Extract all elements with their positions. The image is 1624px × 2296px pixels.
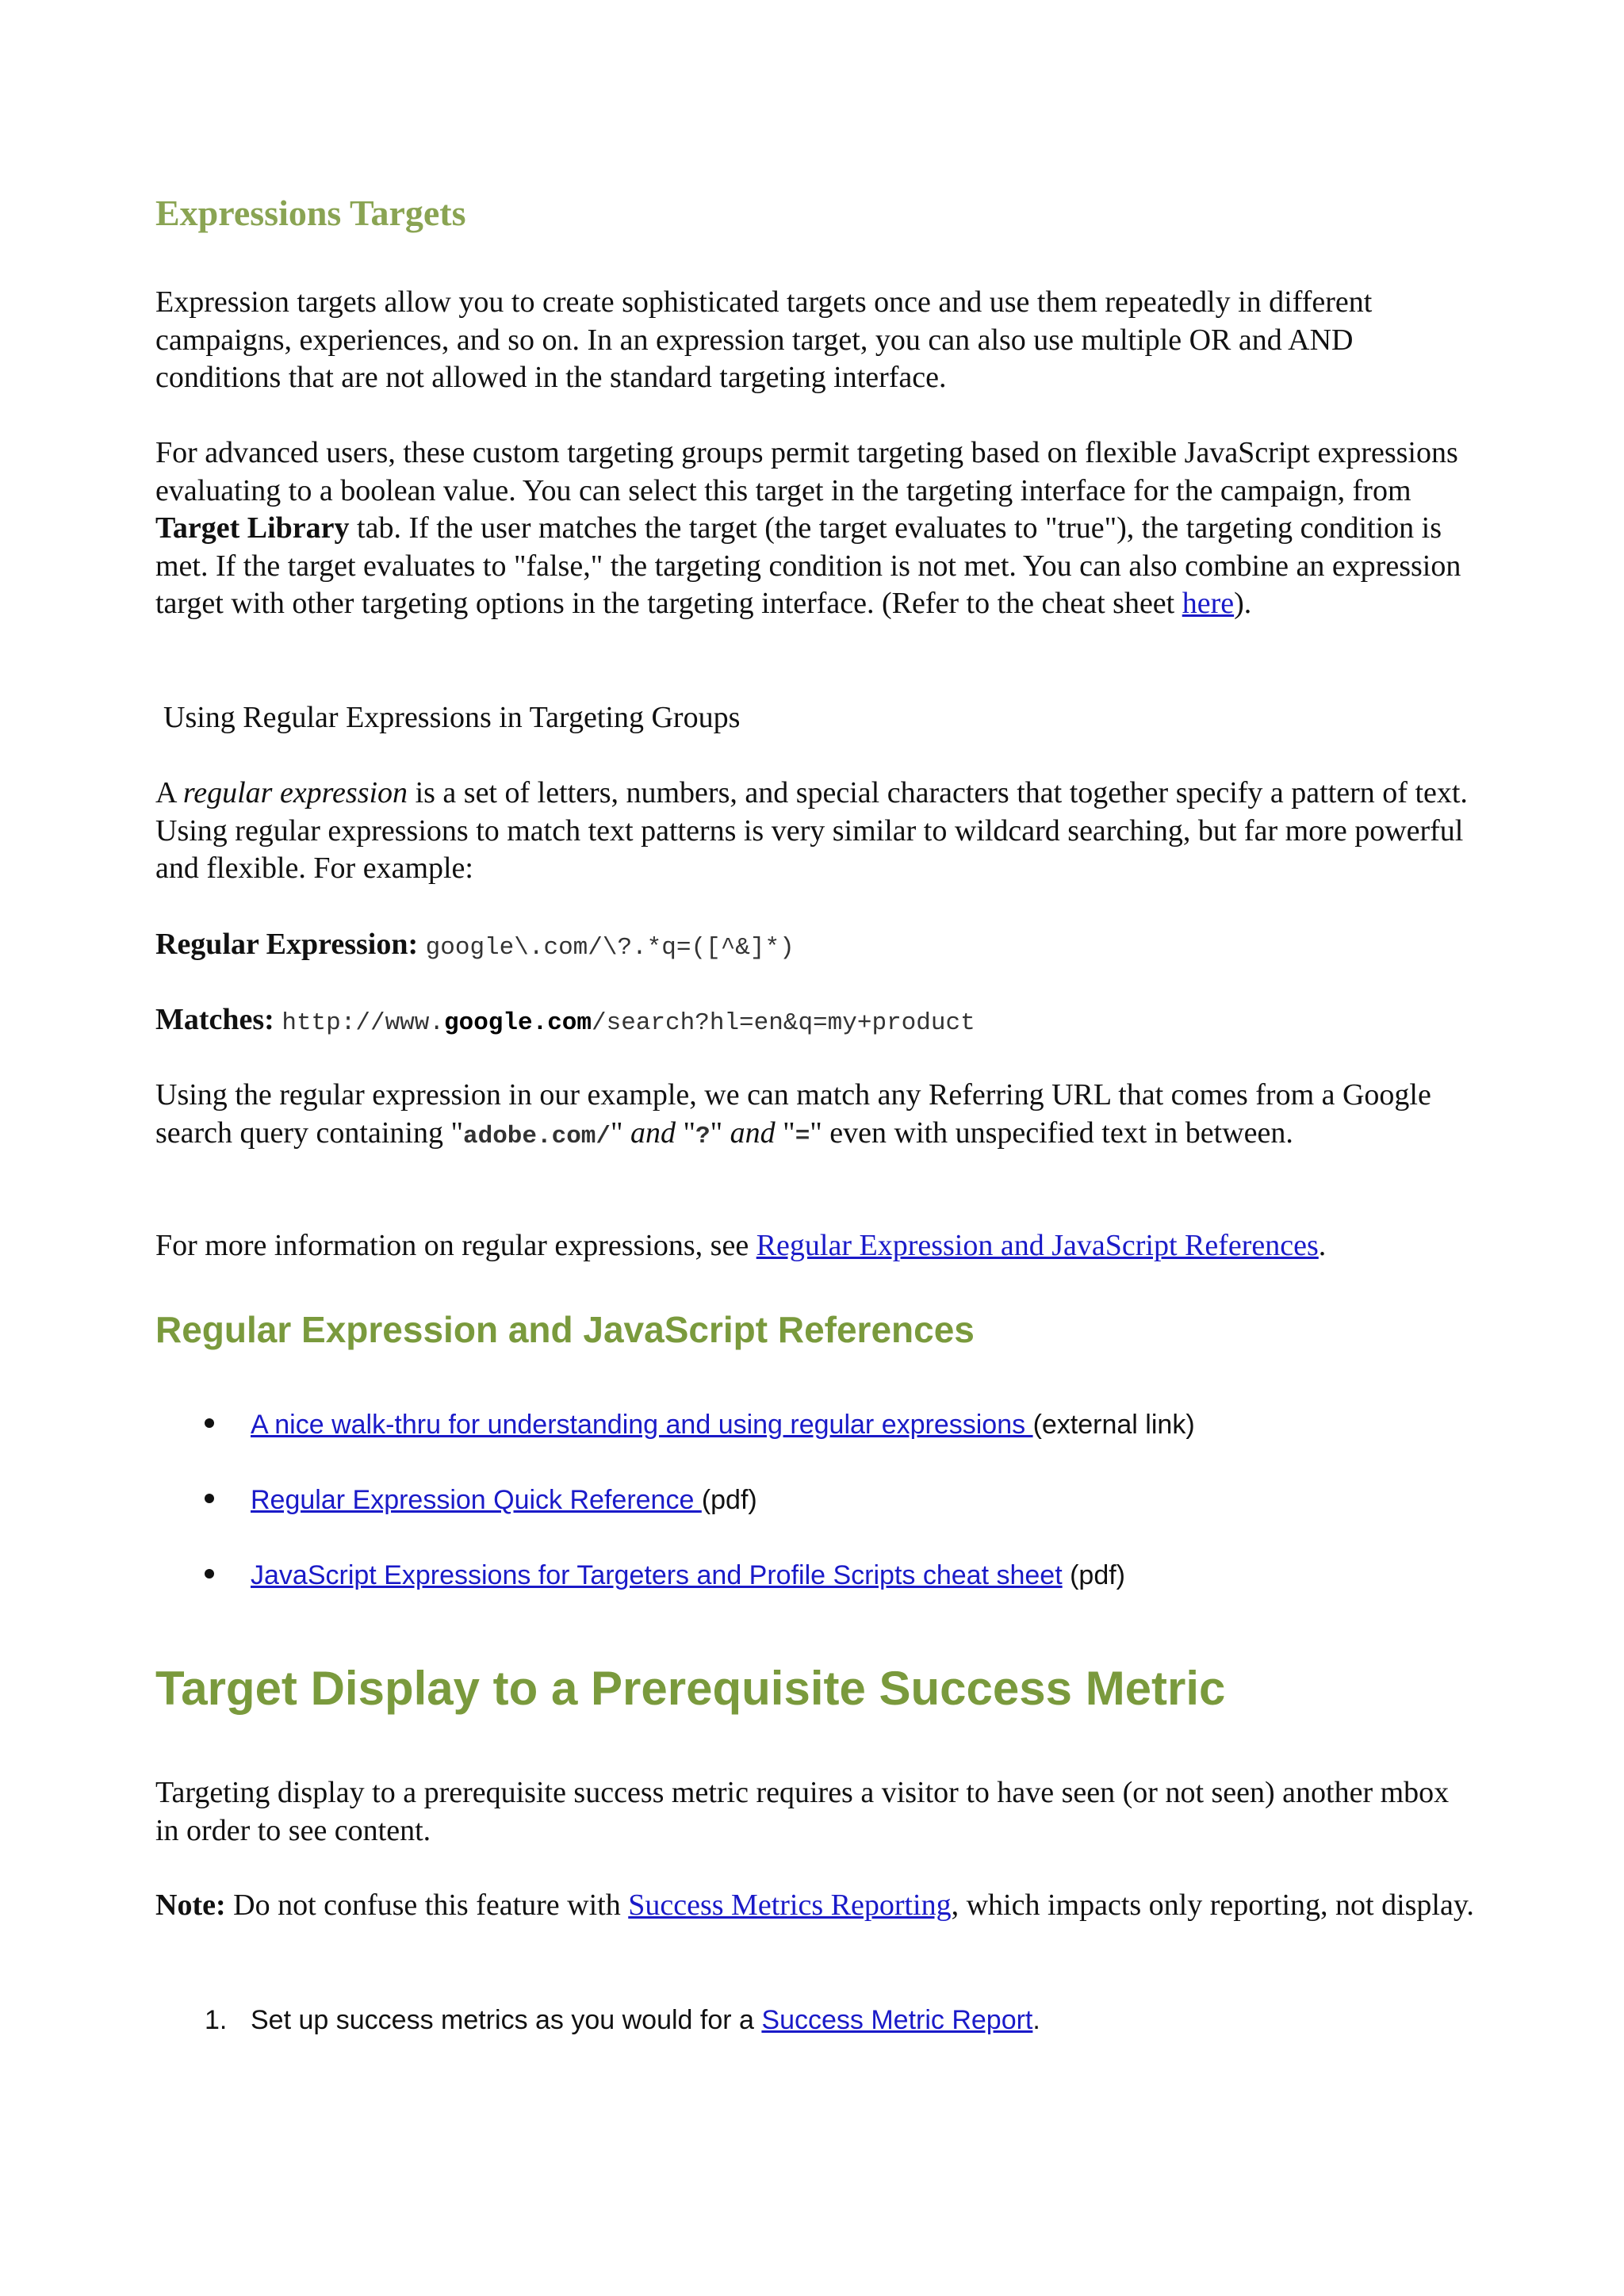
success-metric-report-link[interactable]: Success Metric Report: [761, 2005, 1033, 2035]
matches-example-line: [155, 1001, 1480, 1043]
list-item: [205, 2003, 1040, 2078]
text: and: [630, 1115, 676, 1150]
italic-regular-expression: regular expression: [182, 776, 408, 809]
paragraph-regular-expression-definition: [155, 775, 1480, 888]
matches-code: [282, 1009, 975, 1037]
step-number: 1.: [205, 2005, 228, 2035]
text: and: [730, 1115, 776, 1150]
text: A: [155, 776, 183, 809]
regex-label: Regular Expression:: [155, 928, 419, 961]
regex-example-line: [155, 926, 1480, 967]
text: http://www.: [282, 1009, 444, 1037]
code-equals: =: [795, 1122, 810, 1150]
text: Using the regular expression in our example, we can match any Referring URL that comes from a Google search query containing ": [155, 1078, 1431, 1150]
bullet-icon: [205, 1418, 214, 1428]
steps-list: [205, 2003, 1040, 2078]
regex-code: google\.com/\?.*q=([^&]*): [425, 934, 795, 962]
list-item: [205, 1483, 1195, 1558]
bullet-icon: [205, 1569, 214, 1578]
paragraph-expression-targets-intro: Expression targets allow you to create sophisticated targets once and use them repeatedly in different campaigns, experiences, and so on. In an expression target, you can also use multiple OR and AND conditions that are not allowed in the standard targeting interface.: [155, 285, 1373, 394]
text: For more information on regular expressions, see: [155, 1229, 756, 1262]
text: ": [775, 1115, 795, 1150]
text: .: [1032, 2005, 1040, 2035]
paragraph-note: [155, 1887, 1480, 1925]
text: /search?hl=en&q=my+product: [592, 1009, 975, 1037]
text: tab. If the user matches the target (the target evaluates to "true"), the targeting condition is met. If the target evaluates to "false," the targeting condition is not met. You can also combine an expression target with other targeting options in the targeting interface. (Refer to the cheat sheet: [155, 511, 1461, 620]
text: For advanced users, these custom targeting groups permit targeting based on flexible JavaScript expressions evaluating to a boolean value. You can select this target in the targeting interface for the campaign, from: [155, 436, 1458, 507]
section-heading-prerequisite-success-metric: Target Display to a Prerequisite Success Metric: [155, 1662, 1226, 1715]
paragraph-advanced-users: [155, 434, 1480, 623]
paragraph-targeting-display: Targeting display to a prerequisite success metric requires a visitor to have seen (or not seen) another mbox in order to see content.: [155, 1776, 1450, 1847]
text: ": [676, 1115, 696, 1150]
matches-label: Matches:: [155, 1003, 274, 1036]
note-label: Note:: [155, 1888, 226, 1922]
subheading-using-regex: Using Regular Expressions in Targeting Groups: [163, 701, 741, 734]
references-list: [205, 1407, 1195, 1633]
paragraph-regex-example-explanation: [155, 1077, 1480, 1155]
section-heading-expressions-targets: Expressions Targets: [155, 193, 466, 233]
cheat-sheet-link[interactable]: here: [1182, 587, 1235, 620]
cheat-sheet-pdf-link[interactable]: JavaScript Expressions for Targeters and Profile Scripts cheat sheet: [251, 1560, 1063, 1590]
code-adobe: adobe.com/: [462, 1122, 611, 1150]
walk-thru-link[interactable]: A nice walk-thru for understanding and using regular expressions: [251, 1410, 1033, 1440]
paragraph-more-info: [155, 1227, 1480, 1265]
list-item: [205, 1558, 1195, 1633]
regex-references-link[interactable]: Regular Expression and JavaScript References: [756, 1229, 1319, 1262]
text: (pdf): [1062, 1560, 1125, 1590]
text: " even with unspecified text in between.: [810, 1115, 1293, 1150]
text: ": [611, 1115, 631, 1150]
text: ).: [1234, 587, 1252, 620]
text: google.com: [443, 1009, 592, 1037]
quick-reference-link[interactable]: Regular Expression Quick Reference: [251, 1485, 702, 1515]
text: (pdf): [701, 1485, 757, 1515]
bullet-icon: [205, 1494, 214, 1503]
text: ": [710, 1115, 730, 1150]
code-question: ?: [695, 1122, 710, 1150]
list-item: [205, 1407, 1195, 1483]
text: Set up success metrics as you would for a: [251, 2005, 762, 2035]
text: .: [1318, 1229, 1327, 1262]
success-metrics-reporting-link[interactable]: Success Metrics Reporting: [628, 1888, 952, 1922]
text: , which impacts only reporting, not display.: [951, 1888, 1474, 1922]
section-heading-regex-references: Regular Expression and JavaScript References: [155, 1309, 975, 1350]
text: is a set of letters, numbers, and special characters that together specify a pattern of text. Using regular expressions to match text patterns is very similar to wildcard searching, but far more powerful and flexible. For example:: [155, 776, 1468, 885]
text: Do not confuse this feature with: [225, 1888, 629, 1922]
bold-target-library: Target Library: [155, 511, 350, 545]
text: (external link): [1032, 1410, 1195, 1440]
